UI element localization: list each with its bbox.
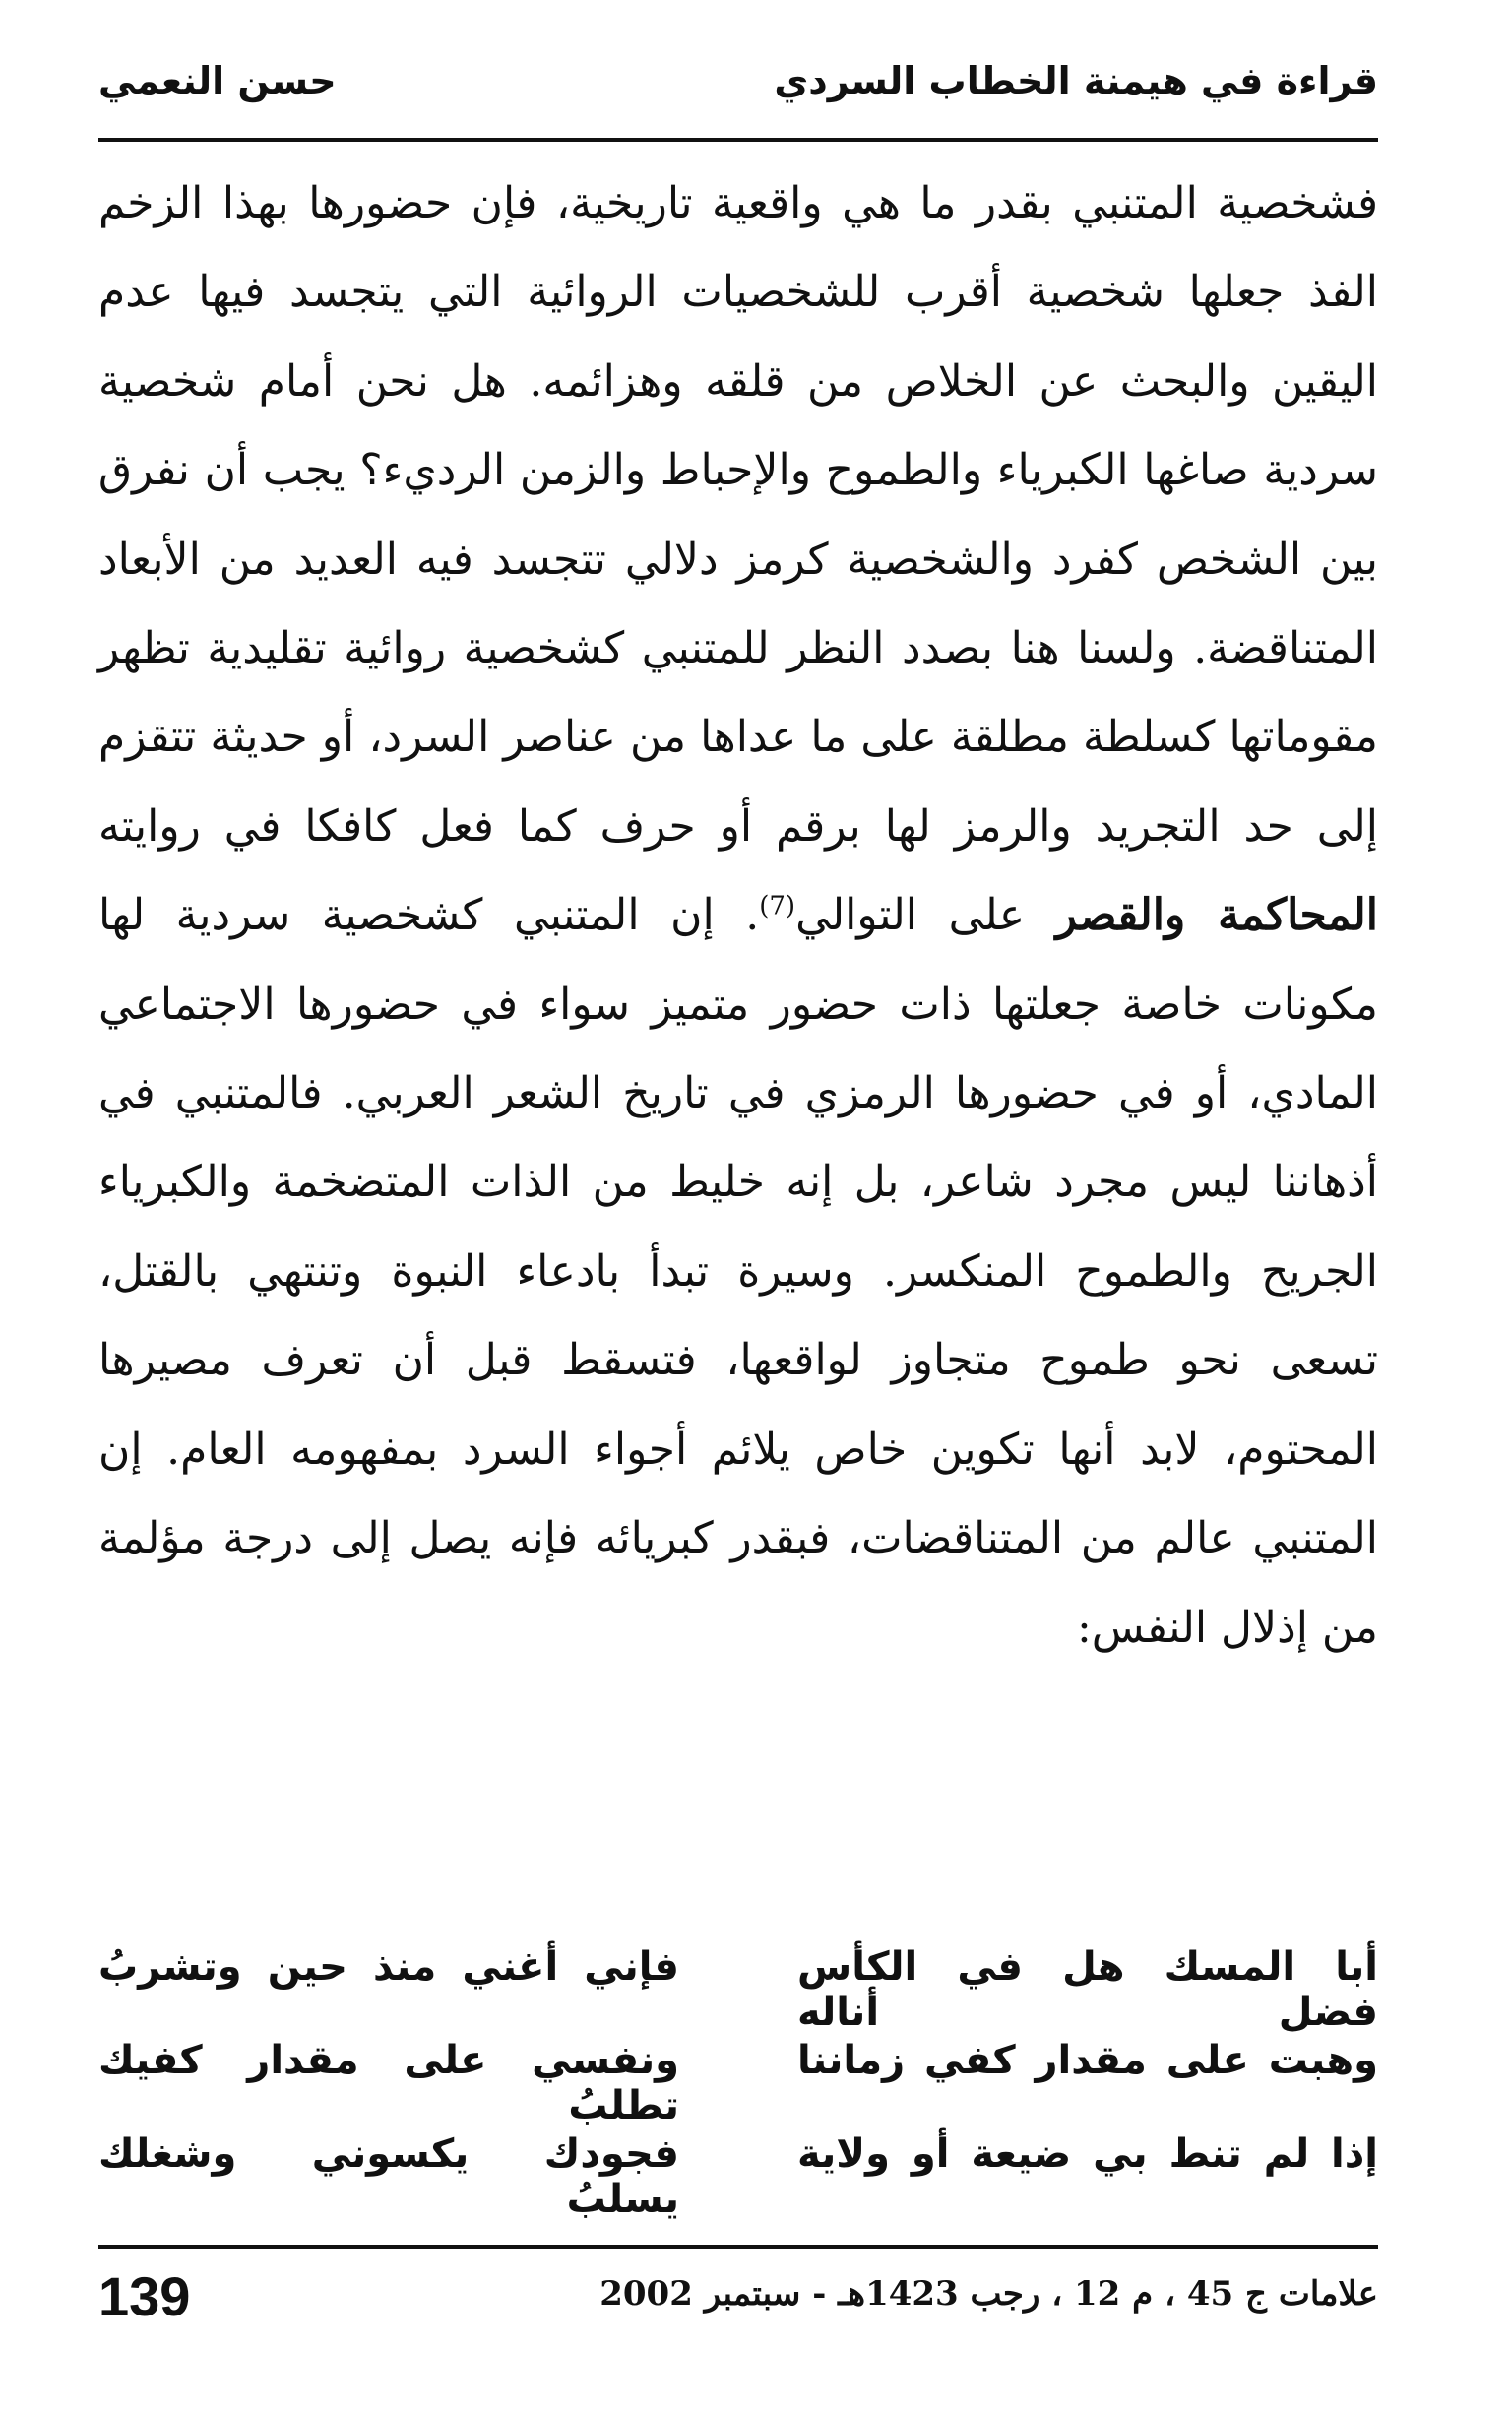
poem-verse: [98, 2131, 1378, 2225]
body-paragraph: [98, 159, 1378, 1673]
body-text-part-3: . إن المتنبي كشخصية سردية لها مكونات خاصة جعلتها ذات حضور متميز سواء في حضورها الاجتماعي المادي، أو في حضورها الرمزي في تاريخ الشعر العربي. فالمتنبي في أذهاننا ليس مجرد شاعر، بل إنه خليط من الذات المتضخمة والكبرياء الجريح والطموح المنكسر. وسيرة تبدأ بادعاء النبوة وتنتهي بالقتل، تسعى نحو طموح متجاوز لواقعها، فتسقط قبل أن تعرف مصيرها المحتوم، لابد أنها تكوين خاص يلائم أجواء السرد بمفهومه العام. إن المتنبي عالم من المتناقضات، فبقدر كبريائه فإنه يصل إلى درجة مؤلمة من إذلال النفس:: [98, 890, 1378, 1653]
poem-first-hemistich: وهبت على مقدار كفي زماننا: [797, 2038, 1378, 2083]
journal-citation: علامات ج 45 ، م 12 ، رجب 1423هـ - سبتمبر 2002: [599, 2274, 1378, 2314]
page-footer: [98, 2264, 1378, 2343]
running-head: [98, 51, 1378, 120]
poem-first-hemistich: إذا لم تنط بي ضيعة أو ولاية: [797, 2131, 1378, 2177]
body-text-part-2: على التوالي: [795, 890, 1026, 941]
body-text-part-1: فشخصية المتنبي بقدر ما هي واقعية تاريخية، فإن حضورها بهذا الزخم الفذ جعلها شخصية أقرب للشخصيات الروائية التي يتجسد فيها عدم اليقين والبحث عن الخلاص من قلقه وهزائمه. هل نحن أمام شخصية سردية صاغها الكبرياء والطموح والإحباط والزمن الرديء؟ يجب أن نفرق بين الشخص كفرد والشخصية كرمز دلالي تتجسد فيه العديد من الأبعاد المتناقضة. ولسنا هنا بصدد النظر للمتنبي كشخصية روائية تقليدية تظهر مقوماتها كسلطة مطلقة على ما عداها من عناصر السرد، أو حديثة تتقزم إلى حد التجريد والرمز لها برقم أو حرف كما فعل كافكا في روايته: [98, 178, 1378, 852]
footnote-reference: (7): [759, 891, 796, 921]
poem-second-hemistich: ونفسي على مقدار كفيك تطلبُ: [98, 2038, 679, 2128]
poem-verse: [98, 2038, 1378, 2131]
page-number: 139: [98, 2265, 191, 2327]
running-head-author: حسن النعمي: [98, 59, 337, 102]
poem: [98, 1944, 1378, 2225]
header-rule: [98, 138, 1378, 142]
book-title: المحاكمة والقصر: [1055, 890, 1378, 941]
poem-second-hemistich: فإني أغني منذ حين وتشربُ: [98, 1944, 679, 1990]
poem-verse: [98, 1944, 1378, 2038]
footer-rule: [98, 2245, 1378, 2249]
poem-second-hemistich: فجودك يكسوني وشغلك يسلبُ: [98, 2131, 679, 2222]
body-text: [98, 159, 1378, 1673]
poem-first-hemistich: أبا المسك هل في الكأس فضل أناله: [797, 1944, 1378, 2035]
running-head-title: قراءة في هيمنة الخطاب السردي: [774, 59, 1378, 102]
